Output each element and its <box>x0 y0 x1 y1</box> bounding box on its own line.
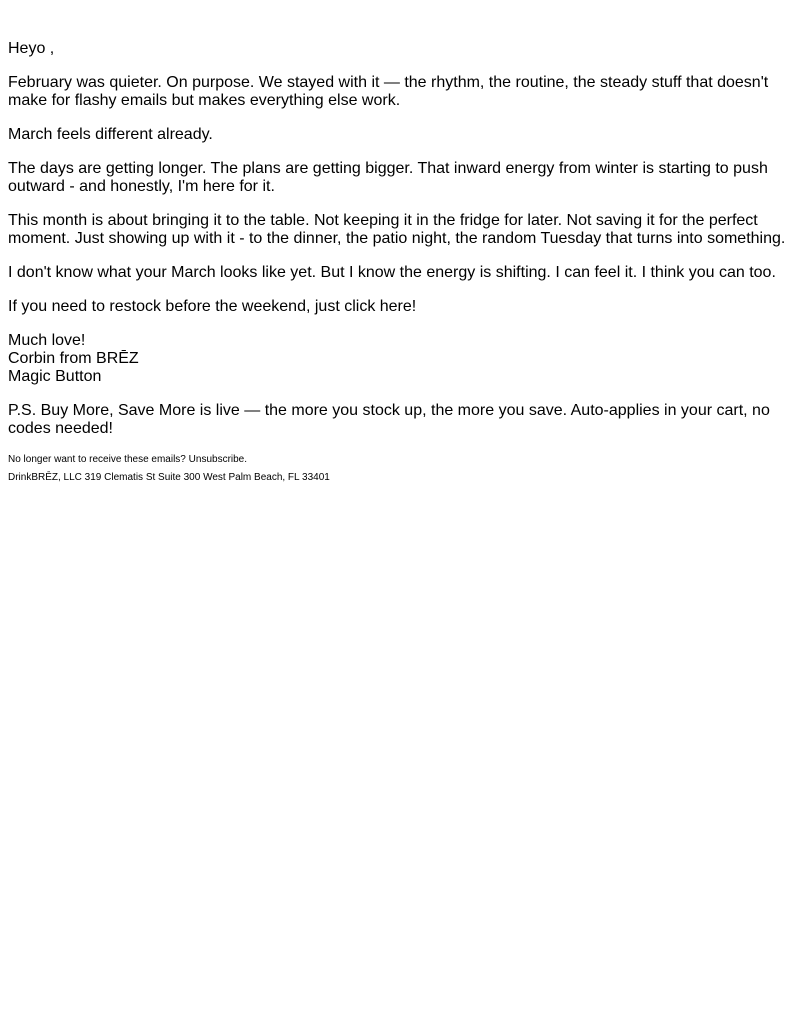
sender-name: Corbin from BRĒZ <box>8 350 139 367</box>
restock-cta-text: If you need to restock before the weekend, just <box>8 298 345 315</box>
click-here-link[interactable]: click here! <box>344 298 417 315</box>
paragraph-this-month: This month is about bringing it to the table. Not keeping it in the fridge for later. Not saving it for the perfect moment. Just showing up with it - to the dinner, the patio night, the random Tuesday that turns into something. <box>8 212 786 247</box>
paragraph-days-longer: The days are getting longer. The plans are getting bigger. That inward energy from winter is starting to push outward - and honestly, I'm here for it. <box>8 160 768 195</box>
postscript: P.S. Buy More, Save More is live — the more you stock up, the more you save. Auto-applies in your cart, no codes needed! <box>8 402 770 437</box>
signature <box>8 332 792 386</box>
signoff-line: Much love! <box>8 332 86 349</box>
company-address: DrinkBRĒZ, LLC 319 Clematis St Suite 300 West Palm Beach, FL 33401 <box>8 472 330 483</box>
email-body <box>0 0 800 484</box>
magic-button-link[interactable]: Magic Button <box>8 368 102 385</box>
paragraph-february: February was quieter. On purpose. We stayed with it — the rhythm, the routine, the steady stuff that doesn't make for flashy emails but makes everything else work. <box>8 74 769 109</box>
paragraph-march: March feels different already. <box>8 126 213 143</box>
paragraph-energy: I don't know what your March looks like yet. But I know the energy is shifting. I can feel it. I think you can too. <box>8 264 776 281</box>
unsubscribe-link[interactable]: Unsubscribe. <box>188 454 248 465</box>
email-footer <box>8 454 792 484</box>
unsubscribe-text: No longer want to receive these emails? <box>8 454 189 465</box>
greeting: Heyo , <box>8 40 55 57</box>
restock-cta <box>8 298 792 316</box>
unsubscribe-line <box>8 454 792 466</box>
